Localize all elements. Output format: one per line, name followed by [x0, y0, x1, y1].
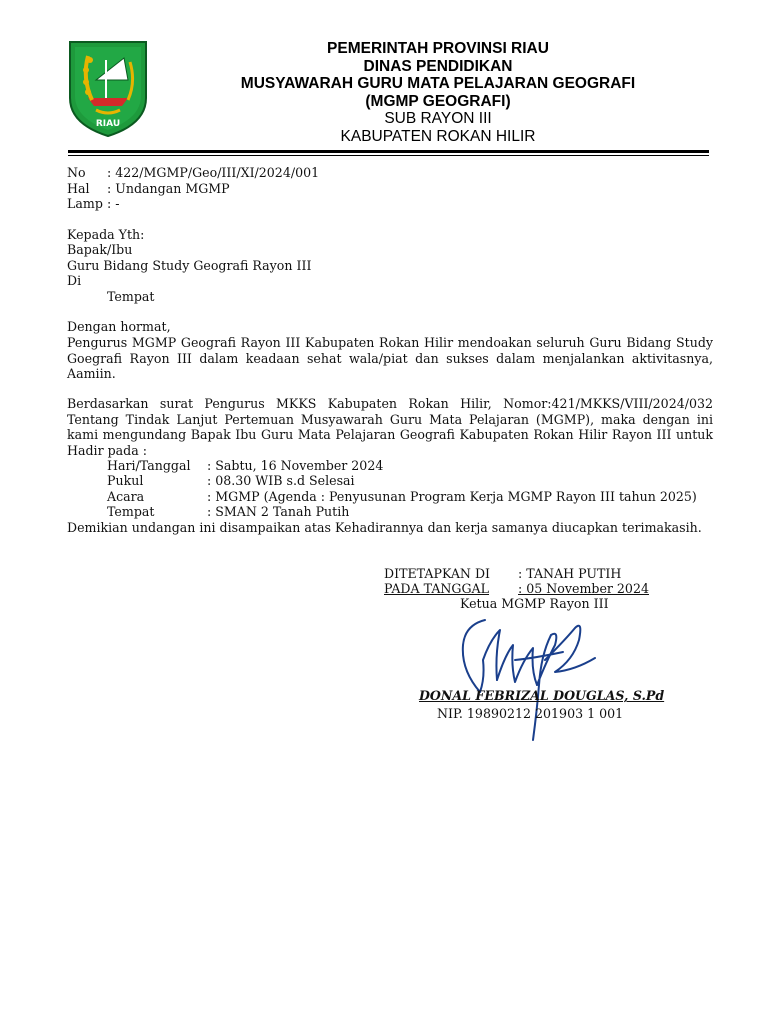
detail-value-venue: : SMAN 2 Tanah Putih	[207, 504, 350, 519]
greeting: Dengan hormat,	[67, 319, 171, 334]
letterhead-line-abbreviation: (MGMP GEOGRAFI)	[365, 92, 511, 110]
detail-label-event: Acara	[107, 489, 145, 504]
detail-value-time: : 08.30 WIB s.d Selesai	[207, 473, 355, 488]
meta-label-number: No	[67, 165, 86, 180]
meta-value-attachment: : -	[107, 196, 120, 211]
detail-label-day-date: Hari/Tanggal	[107, 458, 191, 473]
signature-role: Ketua MGMP Rayon III	[460, 596, 609, 611]
body-paragraph-1: Pengurus MGMP Geografi Rayon III Kabupaten Rokan Hilir mendoakan seluruh Guru Bidang Study Goegrafi Rayon III dalam keadaan sehat wala/piat dan sukses dalam menjalankan aktivitasnya, Aamiin.	[67, 335, 713, 381]
body-paragraph-2: Berdasarkan surat Pengurus MKKS Kabupaten Rokan Hilir, Nomor:421/MKKS/VIII/2024/032 Tentang Tindak Lanjut Pertemuan Musyawarah Guru Mata Pelajaran (MGMP), maka dengan ini kami mengundang Bapak Ibu Guru Mata Pelajaran Geografi Kabupaten Rokan Hilir Rayon III untuk Hadir pada :	[67, 396, 713, 458]
signature-date-value: : 05 November 2024	[518, 581, 649, 596]
closing-sentence: Demikian undangan ini disampaikan atas Kehadirannya dan kerja samanya diucapkan terimakasih.	[67, 520, 702, 535]
letterhead-divider-thin	[68, 155, 709, 156]
recipient-title: Bapak/Ibu	[67, 242, 133, 257]
riau-province-emblem	[66, 38, 150, 138]
meta-label-attachment: Lamp	[67, 196, 103, 211]
meta-value-number: : 422/MGMP/Geo/III/XI/2024/001	[107, 165, 320, 180]
letterhead-divider-thick	[68, 150, 709, 153]
meta-value-subject: : Undangan MGMP	[107, 181, 230, 196]
letterhead-line-rayon: SUB RAYON III	[384, 110, 492, 127]
recipient-place: Tempat	[107, 289, 155, 304]
letterhead-line-government: PEMERINTAH PROVINSI RIAU	[327, 40, 549, 57]
detail-value-day-date: : Sabtu, 16 November 2024	[207, 458, 384, 473]
signatory-name: DONAL FEBRIZAL DOUGLAS, S.Pd	[419, 688, 665, 703]
logo-text: RIAU	[95, 119, 121, 129]
signatory-nip: NIP. 19890212 201903 1 001	[437, 706, 624, 721]
detail-label-time: Pukul	[107, 473, 144, 488]
letterhead	[0, 0, 768, 160]
letterhead-text	[190, 40, 686, 145]
handwritten-signature	[455, 600, 605, 745]
recipient-salutation: Kepada Yth:	[67, 227, 145, 242]
recipient-group: Guru Bidang Study Geografi Rayon III	[67, 258, 312, 273]
signature-place-label: DITETAPKAN DI	[384, 566, 491, 581]
letterhead-line-department: DINAS PENDIDIKAN	[363, 57, 513, 75]
meta-label-subject: Hal	[67, 181, 90, 196]
detail-value-event: : MGMP (Agenda : Penyusunan Program Kerja MGMP Rayon III tahun 2025)	[207, 489, 697, 504]
recipient-at: Di	[67, 273, 82, 288]
signature-place-value: : TANAH PUTIH	[518, 566, 622, 581]
detail-label-venue: Tempat	[107, 504, 155, 519]
letterhead-line-organization: MUSYAWARAH GURU MATA PELAJARAN GEOGRAFI	[240, 75, 636, 92]
signature-date-label: PADA TANGGAL	[384, 581, 490, 596]
letterhead-line-regency: KABUPATEN ROKAN HILIR	[340, 127, 536, 145]
